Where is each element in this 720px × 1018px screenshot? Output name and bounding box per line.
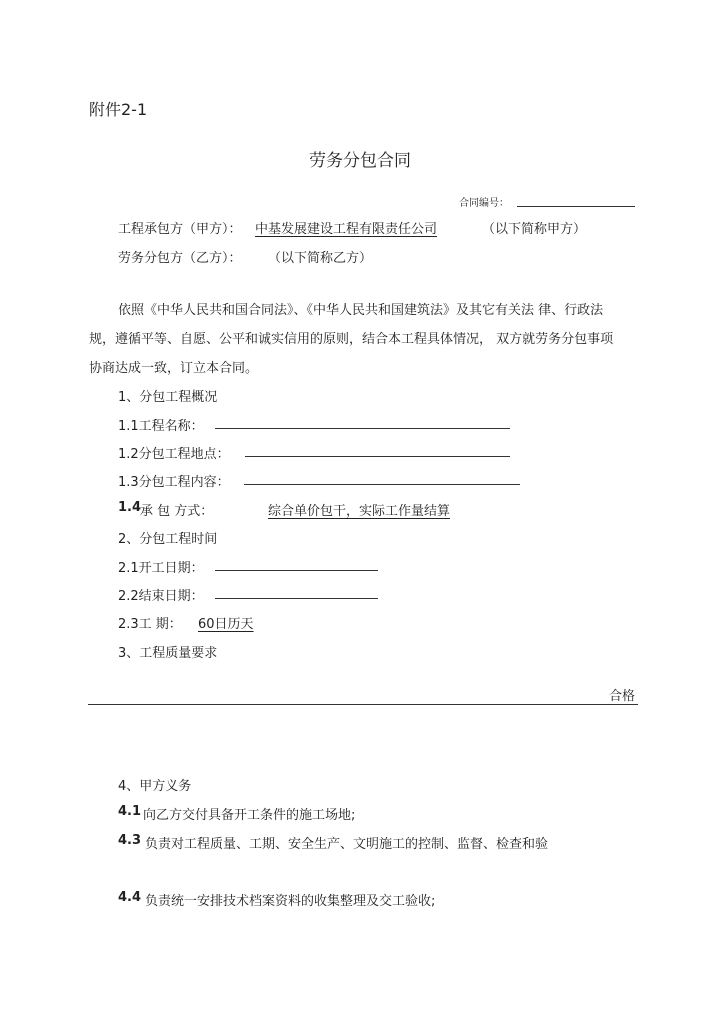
end-date-label: 2.2结束日期：: [118, 589, 204, 604]
party-a-note: （以下简称甲方）: [482, 222, 587, 237]
section-2-heading: 2、分包工程时间: [118, 532, 218, 547]
contract-method-value: 综合单价包干，实际工作量结算: [268, 504, 451, 519]
obligation-4-1-text: 向乙方交付具备开工条件的施工场地;: [143, 808, 356, 823]
project-content-field[interactable]: [244, 484, 520, 485]
duration-value: 60日历天: [198, 617, 254, 632]
project-name-field[interactable]: [215, 428, 510, 429]
section-3-heading: 3、工程质量要求: [118, 646, 218, 661]
obligation-4-4-text: 负责统一安排技术档案资料的收集整理及交工验收;: [145, 894, 436, 909]
section-4-heading: 4、甲方义务: [118, 779, 192, 794]
intro-line-1: 依照《中华人民共和国合同法》、《中华人民共和国建筑法》及其它有关法 律、行政法: [118, 303, 604, 318]
end-date-field[interactable]: [215, 598, 378, 599]
obligation-4-1-number: 4.1: [118, 804, 142, 819]
project-location-label: 1.2分包工程地点：: [118, 447, 230, 462]
intro-line-2: 规，遵循平等、自愿、公平和诚实信用的原则，结合本工程具体情况， 双方就劳务分包事项: [89, 332, 614, 347]
obligation-4-3-text: 负责对工程质量、工期、安全生产、文明施工的控制、监督、检查和验: [145, 837, 549, 852]
party-a-name: 中基发展建设工程有限责任公司: [255, 222, 438, 237]
obligation-4-4-number: 4.4: [118, 890, 142, 905]
start-date-field[interactable]: [215, 570, 378, 571]
contract-no-label: 合同编号：: [459, 198, 509, 209]
contract-method-label: 承 包 方式：: [140, 504, 214, 519]
duration-label: 2.3工 期：: [118, 617, 182, 632]
party-a-label: 工程承包方（甲方）：: [118, 222, 242, 237]
party-b-note: （以下简称乙方）: [268, 251, 373, 266]
obligation-4-3-number: 4.3: [118, 833, 142, 848]
project-content-label: 1.3分包工程内容：: [118, 475, 230, 490]
quality-requirement-line: [88, 704, 638, 705]
contract-no-field[interactable]: [517, 206, 635, 207]
start-date-label: 2.1开工日期：: [118, 561, 204, 576]
quality-requirement-value: 合格: [609, 689, 636, 704]
section-1-heading: 1、分包工程概况: [118, 390, 218, 405]
contract-method-number: 1.4: [118, 500, 142, 515]
party-b-label: 劳务分包方（乙方）：: [118, 251, 242, 266]
attachment-label: 附件2-1: [89, 100, 148, 119]
intro-line-3: 协商达成一致，订立本合同。: [89, 361, 259, 376]
page-title: 劳务分包合同: [309, 151, 411, 171]
project-location-field[interactable]: [245, 456, 510, 457]
project-name-label: 1.1工程名称：: [118, 419, 204, 434]
